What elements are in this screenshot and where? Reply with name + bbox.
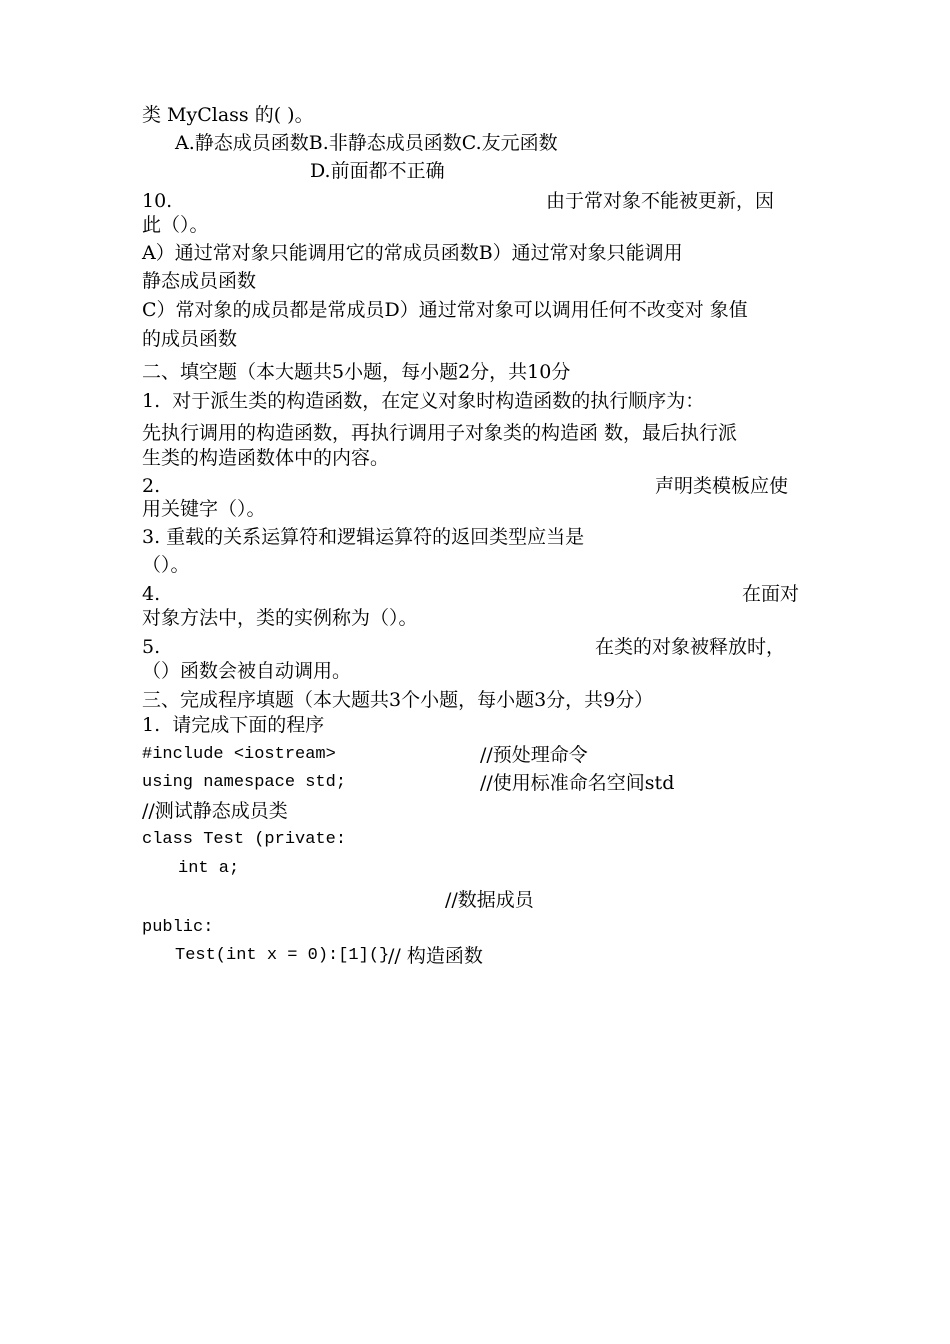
section-2-heading: 二、填空题（本大题共5小题，每小题2分，共10分 [142,361,571,383]
question-10-text: 由于常对象不能被更新，因 [546,190,775,212]
question-10-text-cont: 此（）。 [142,214,209,236]
code-constructor: Test(int x = 0):[1](} [175,946,390,965]
question-10-number: 10. [142,190,173,212]
section-3-heading: 三、完成程序填题（本大题共3个小题，每小题3分，共9分） [142,689,654,711]
question-10-options-cd-cont: 的成员函数 [142,328,238,350]
code-class-decl: class Test (private: [142,830,347,849]
code-include: #include <iostream> [142,745,336,764]
fill-question-2-cont: 用关键字（）。 [142,498,266,520]
code-comment-namespace: //使用标准命名空间std [480,772,675,794]
question-9-options: A.静态成员函数B.非静态成员函数C.友元函数 [175,132,558,154]
fill-question-4-number: 4. [142,583,161,605]
fill-question-1-cont: 先执行调用的构造函数，再执行调用子对象类的构造函 数，最后执行派 [142,422,738,444]
fill-question-2-text: 声明类模板应使 [655,475,789,497]
question-10-options-cd: C）常对象的成员都是常成员D）通过常对象可以调用任何不改变对 象值 [142,299,748,321]
code-public: public: [142,918,214,937]
fill-question-1: 1. 对于派生类的构造函数，在定义对象时构造函数的执行顺序为： [142,390,705,412]
program-question-1: 1. 请完成下面的程序 [142,714,325,736]
fill-question-4-cont: 对象方法中，类的实例称为（）。 [142,607,418,629]
fill-question-4-text: 在面对 [742,583,800,605]
fill-question-1-cont2: 生类的构造函数体中的内容。 [142,447,390,469]
code-comment-data-member: //数据成员 [445,889,534,911]
question-9-continuation: 类 MyClass 的( )。 [142,104,314,126]
question-9-option-d: D.前面都不正确 [310,160,445,182]
fill-question-3-cont: （）。 [142,554,190,576]
code-comment-constructor: // 构造函数 [388,945,483,967]
question-10-options-ab: A）通过常对象只能调用它的常成员函数B）通过常对象只能调用 [142,242,683,264]
code-member-a: int a; [178,859,240,878]
fill-question-5-cont: （）函数会被自动调用。 [142,660,352,682]
code-using: using namespace std; [142,773,347,792]
fill-question-5-text: 在类的对象被释放时， [595,636,786,658]
code-comment-preprocess: //预处理命令 [480,744,588,766]
code-comment-test: //测试静态成员类 [142,800,288,822]
fill-question-5-number: 5. [142,636,161,658]
question-10-options-ab-cont: 静态成员函数 [142,270,257,292]
fill-question-3: 3. 重载的关系运算符和逻辑运算符的返回类型应当是 [142,526,585,548]
fill-question-2-number: 2. [142,475,161,497]
